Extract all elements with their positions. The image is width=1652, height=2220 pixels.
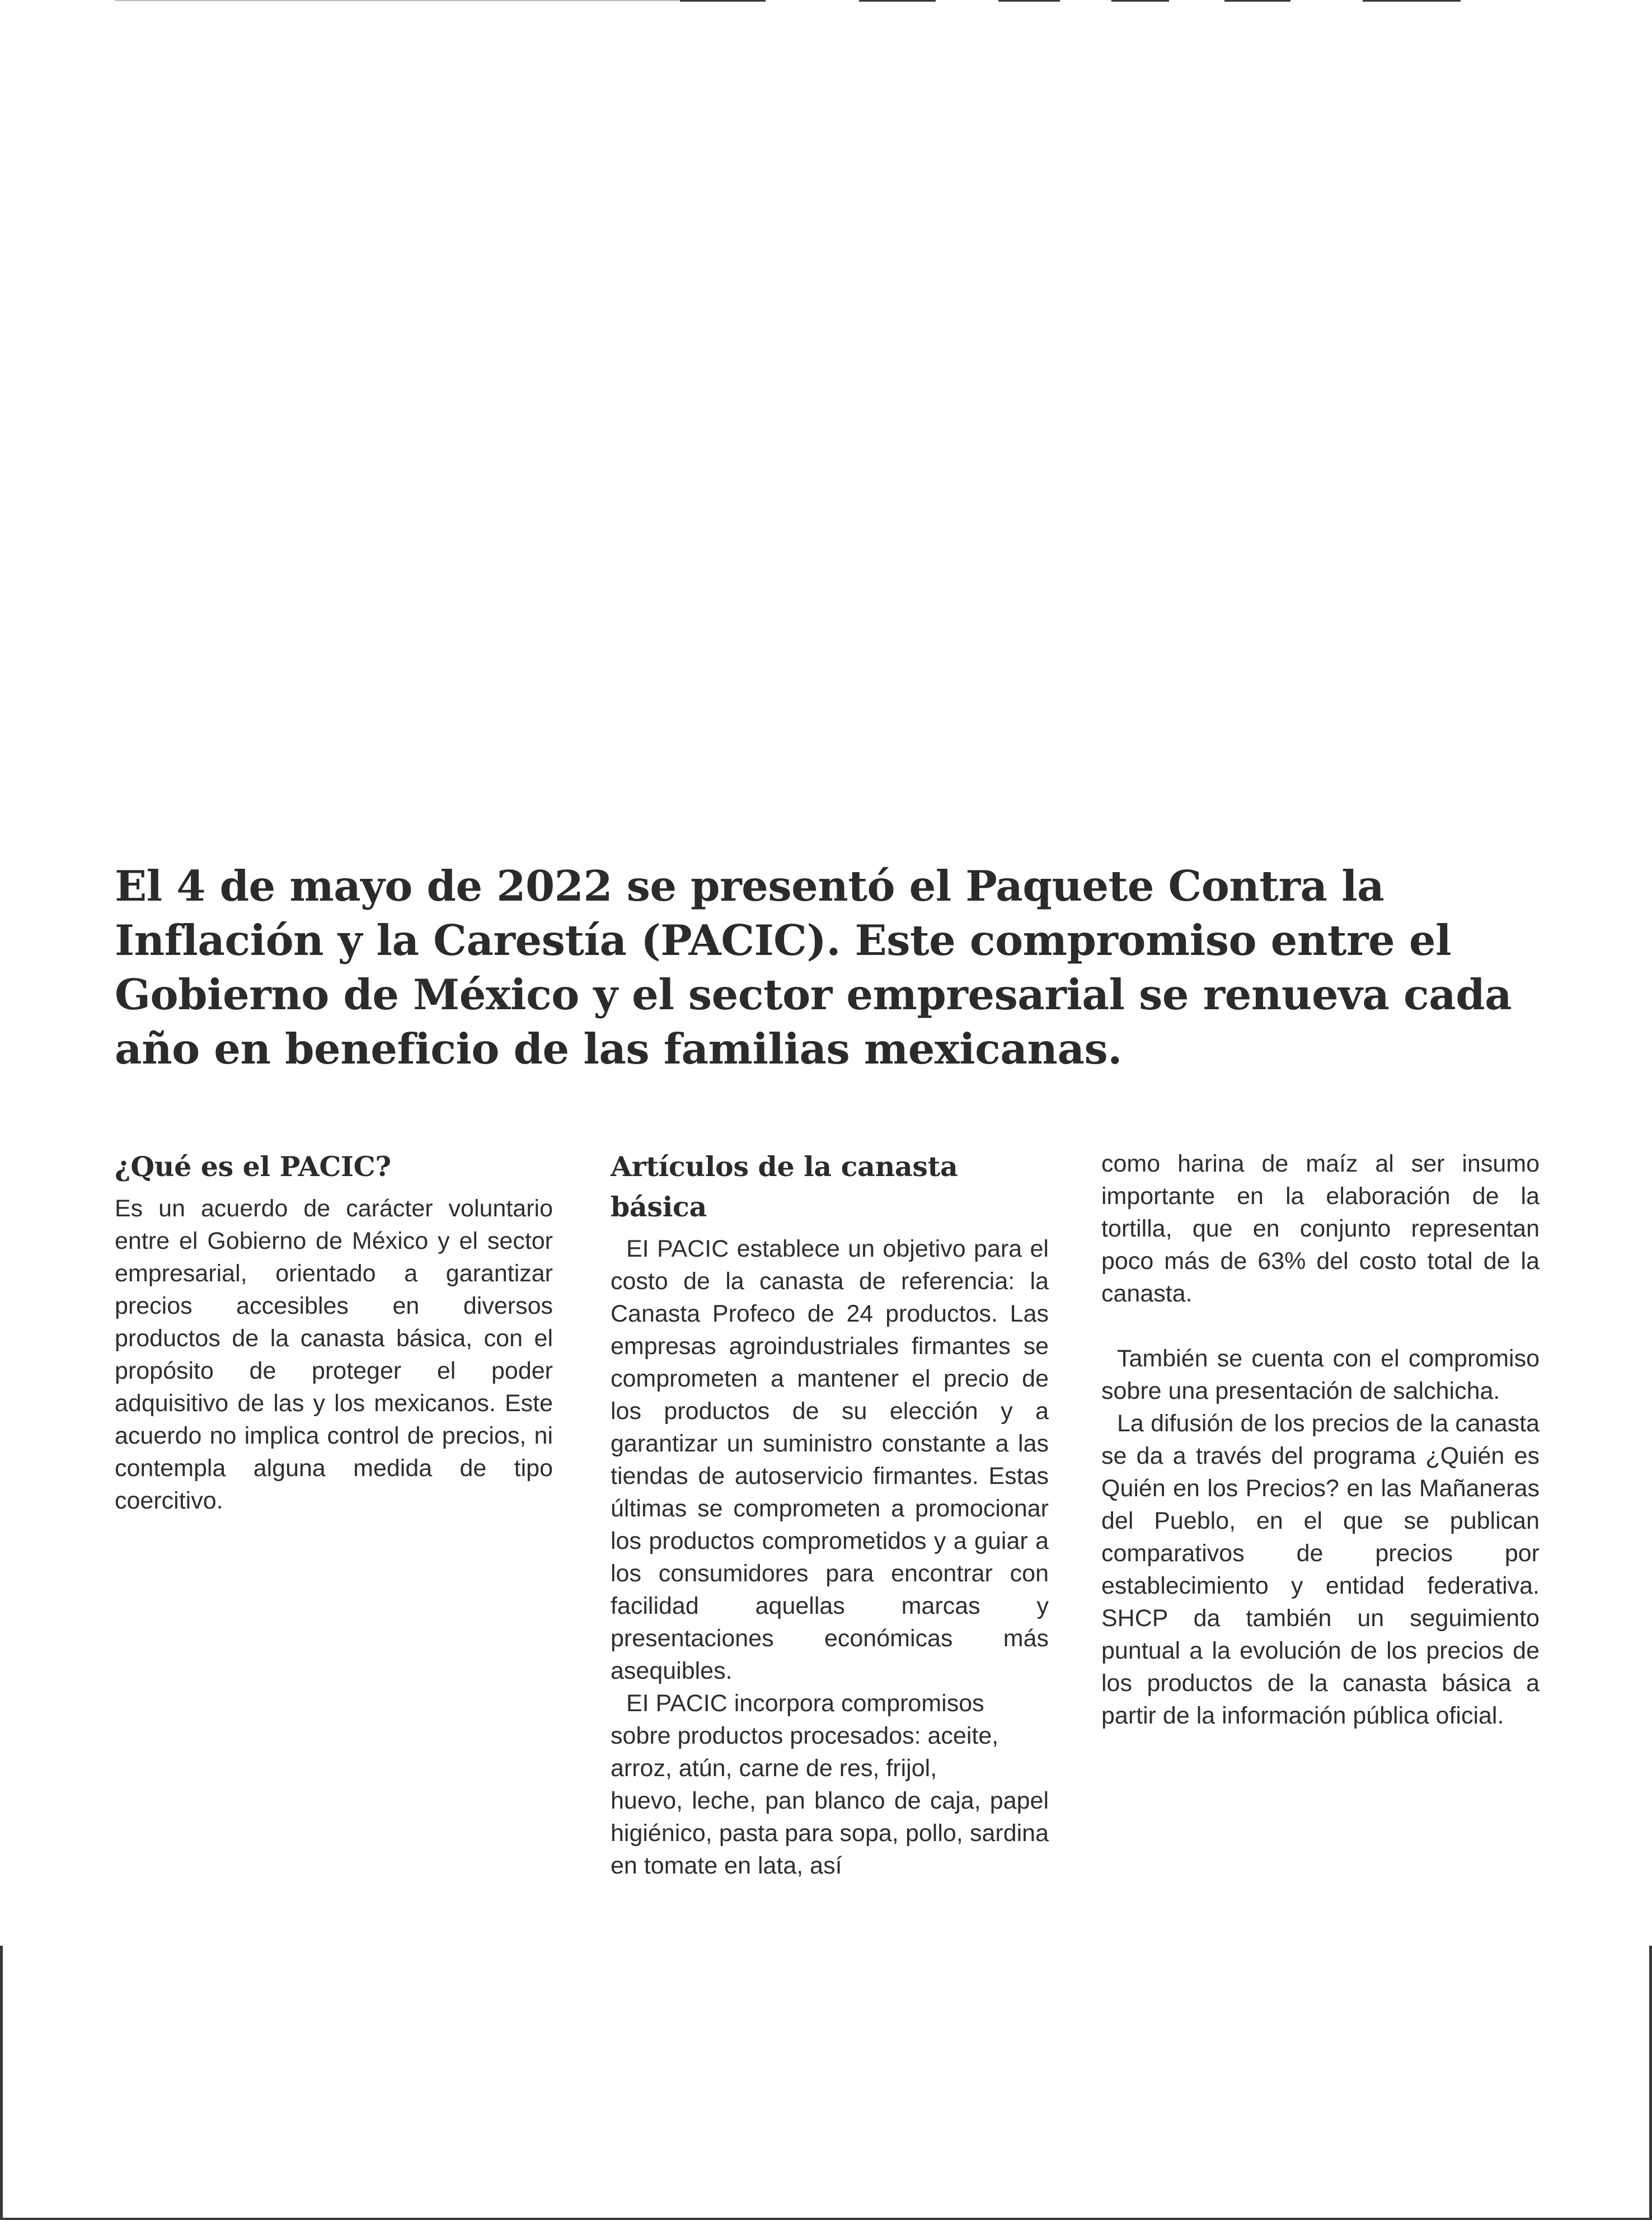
column-continued — [1101, 1148, 1540, 1732]
paragraph: huevo, leche, pan blanco de caja, papel higiénico, pasta para sopa, pollo, sardina en tomate en lata, así — [611, 1787, 1049, 1879]
top-rule — [115, 0, 680, 1]
section-heading: ¿Qué es el PACIC? — [115, 1150, 391, 1183]
top-rule — [680, 0, 766, 2]
top-rule — [1224, 0, 1290, 2]
page-frame-left — [0, 1946, 3, 2220]
headline: El 4 de mayo de 2022 se presentó el Paquete Contra la Inflación y la Carestía (PACIC). Este compromiso entre el Gobierno de México y el sector empresarial se renueva cada año en beneficio de las familias mexicanas. — [115, 861, 1512, 1074]
top-rule — [859, 0, 936, 2]
paragraph: EI PACIC incorpora compromisos sobre productos procesados: aceite, arroz, atún, carne de res, frijol, — [611, 1690, 999, 1782]
page-frame-bottom — [0, 2218, 1652, 2220]
paragraph: EI PACIC establece un objetivo para el costo de la canasta de referencia: la Canasta Profeco de 24 productos. Las empresas agroindustriales firmantes se comprometen a mantener el precio de los productos de su elección y a garantizar un suministro constante a las tiendas de autoservicio firmantes. Estas últimas se comprometen a promocionar los productos comprometidos y a guiar a los consumidores para encontrar con facilidad aquellas marcas y presentaciones económicas más asequibles. — [611, 1235, 1049, 1684]
section-heading: Artículos de la canasta básica — [611, 1150, 958, 1223]
paragraph: También se cuenta con el compromiso sobre una presentación de salchicha. — [1101, 1345, 1540, 1404]
top-rule — [1363, 0, 1461, 2]
paragraph: Es un acuerdo de carácter voluntario entre el Gobierno de México y el sector empresarial, orientado a garantizar precios accesibles en diversos productos de la canasta básica, con el propósito de proteger el poder adquisitivo de las y los mexicanos. Este acuerdo no implica control de precios, ni contempla alguna medida de tipo coercitivo. — [115, 1195, 553, 1514]
top-rule — [998, 0, 1060, 2]
column-what-is-pacic — [115, 1146, 553, 1517]
paragraph: La difusión de los precios de la canasta se da a través del programa ¿Quién es Quién en los Precios? en las Mañaneras del Pueblo, en el que se publican comparativos de precios por establecimiento y entidad federativa. SHCP da también un seguimiento puntual a la evolución de los precios de los productos de la canasta básica a partir de la información pública oficial. — [1101, 1410, 1540, 1729]
column-basic-basket — [611, 1146, 1049, 1882]
paragraph: como harina de maíz al ser insumo importante en la elaboración de la tortilla, que en conjunto representan poco más de 63% del costo total de la canasta. — [1101, 1150, 1540, 1307]
page-frame-right — [1649, 1946, 1652, 2220]
top-rule — [1111, 0, 1169, 2]
